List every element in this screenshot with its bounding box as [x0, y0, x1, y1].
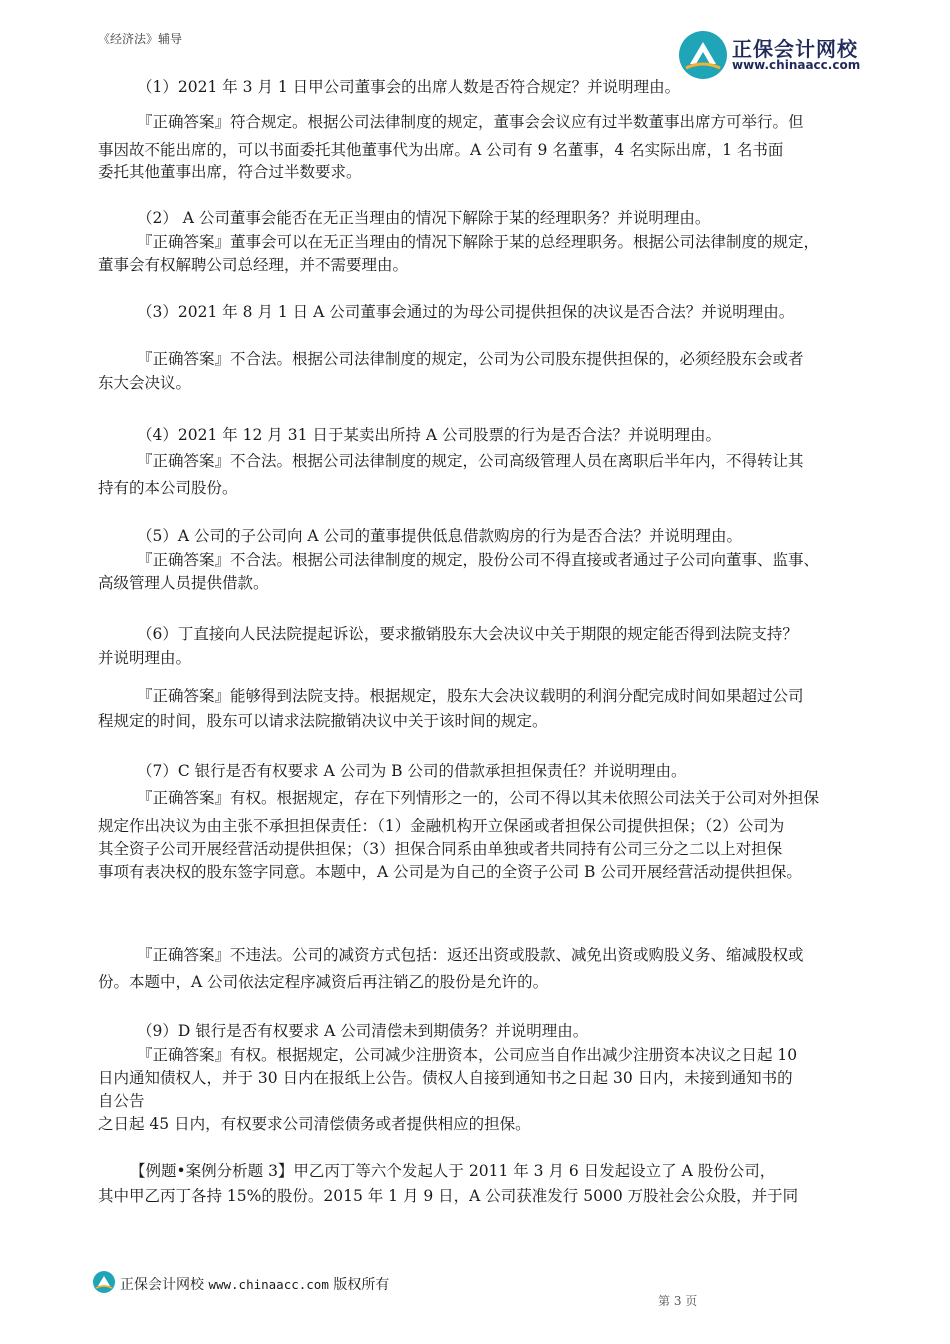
example-3-line-1: 【例题•案例分析题 3】甲乙丙丁等六个发起人于 2011 年 3 月 6 日发起设立了 A 股份公司， [130, 1162, 776, 1180]
answer-3-line-1: 『正确答案』不合法。根据公司法律制度的规定，公司为公司股东提供担保的，必须经股东会或者 [137, 350, 804, 368]
footer-copyright: 版权所有 [333, 1277, 390, 1293]
answer-5-line-2: 高级管理人员提供借款。 [98, 574, 269, 592]
answer-3-line-2: 东大会决议。 [98, 374, 192, 392]
question-9: （9）D 银行是否有权要求 A 公司清偿未到期债务？并说明理由。 [137, 1022, 589, 1040]
question-2: （2） A 公司董事会能否在无正当理由的情况下解除于某的经理职务？并说明理由。 [137, 209, 711, 227]
brand-url: www.chinaacc.com [732, 58, 861, 72]
answer-4-line-2: 持有的本公司股份。 [98, 479, 238, 497]
answer-1-line-2: 事因故不能出席的，可以书面委托其他董事代为出席。A 公司有 9 名董事，4 名实际出席，1 名书面 [98, 141, 784, 159]
question-4: （4）2021 年 12 月 31 日于某卖出所持 A 公司股票的行为是否合法？并说明理由。 [137, 426, 721, 444]
question-3: （3）2021 年 8 月 1 日 A 公司董事会通过的为母公司提供担保的决议是否合法？并说明理由。 [137, 303, 795, 321]
question-7: （7）C 银行是否有权要求 A 公司为 B 公司的借款承担担保责任？并说明理由。 [137, 762, 687, 780]
answer-1-line-1: 『正确答案』符合规定。根据公司法律制度的规定，董事会会议应有过半数董事出席方可举行。但 [137, 113, 804, 131]
question-1: （1）2021 年 3 月 1 日甲公司董事会的出席人数是否符合规定？并说明理由。 [137, 78, 681, 96]
answer-8-line-2: 份。本题中，A 公司依法定程序减资后再注销乙的股份是允许的。 [98, 973, 549, 991]
brand-name: 正保会计网校 [732, 37, 858, 61]
answer-8-line-1: 『正确答案』不违法。公司的减资方式包括：返还出资或股款、减免出资或购股义务、缩减股权或 [137, 946, 804, 964]
footer-url[interactable]: www.chinaacc.com [208, 1277, 329, 1292]
answer-6-line-2: 程规定的时间，股东可以请求法院撤销决议中关于该时间的规定。 [98, 712, 548, 730]
header-fragment: 《经济法》辅导 [98, 32, 183, 46]
answer-6-line-1: 『正确答案』能够得到法院支持。根据规定，股东大会决议载明的利润分配完成时间如果超过公司 [137, 687, 804, 705]
question-6-line-1: （6）丁直接向人民法院提起诉讼，要求撤销股东大会决议中关于期限的规定能否得到法院支持？ [137, 625, 798, 643]
brand-logo-icon [678, 30, 728, 80]
footer-logo-icon [92, 1270, 116, 1294]
answer-7-line-4: 事项有表决权的股东签字同意。本题中，A 公司是为自己的全资子公司 B 公司开展经营活动提供担保。 [98, 863, 802, 881]
example-3-line-2: 其中甲乙丙丁各持 15%的股份。2015 年 1 月 9 日，A 公司获准发行 5000 万股社会公众股，并于同 [98, 1187, 799, 1205]
answer-2-line-2: 董事会有权解聘公司总经理，并不需要理由。 [98, 256, 409, 274]
answer-2-line-1: 『正确答案』董事会可以在无正当理由的情况下解除于某的总经理职务。根据公司法律制度的规定， [137, 233, 820, 251]
answer-9-line-4: 之日起 45 日内，有权要求公司清偿债务或者提供相应的担保。 [98, 1115, 531, 1133]
answer-1-line-3: 委托其他董事出席，符合过半数要求。 [98, 163, 362, 181]
answer-4-line-1: 『正确答案』不合法。根据公司法律制度的规定，公司高级管理人员在离职后半年内，不得转让其 [137, 452, 804, 470]
answer-5-line-1: 『正确答案』不合法。根据公司法律制度的规定，股份公司不得直接或者通过子公司向董事、监事、 [137, 551, 820, 569]
answer-7-line-2: 规定作出决议为由主张不承担担保责任：（1）金融机构开立保函或者担保公司提供担保；（2）公司为 [98, 817, 785, 835]
answer-9-line-3: 自公告 [98, 1092, 145, 1110]
answer-7-line-1: 『正确答案』有权。根据规定，存在下列情形之一的，公司不得以其未依照公司法关于公司对外担保 [137, 789, 820, 807]
answer-9-line-1: 『正确答案』有权。根据规定，公司减少注册资本，公司应当自作出减少注册资本决议之日起 10 [137, 1046, 798, 1064]
question-6-line-2: 并说明理由。 [98, 649, 192, 667]
answer-7-line-3: 其全资子公司开展经营活动提供担保；（3）担保合同系由单独或者共同持有公司三分之二以上对担保 [98, 840, 783, 858]
page-number: 第 3 页 [658, 1294, 698, 1308]
answer-9-line-2: 日内通知债权人，并于 30 日内在报纸上公告。债权人自接到通知书之日起 30 日内，未接到通知书的 [98, 1069, 793, 1087]
footer-brand: 正保会计网校 [120, 1277, 204, 1293]
question-5: （5）A 公司的子公司向 A 公司的董事提供低息借款购房的行为是否合法？并说明理由。 [137, 527, 743, 545]
brand-logo[interactable] [678, 30, 878, 80]
